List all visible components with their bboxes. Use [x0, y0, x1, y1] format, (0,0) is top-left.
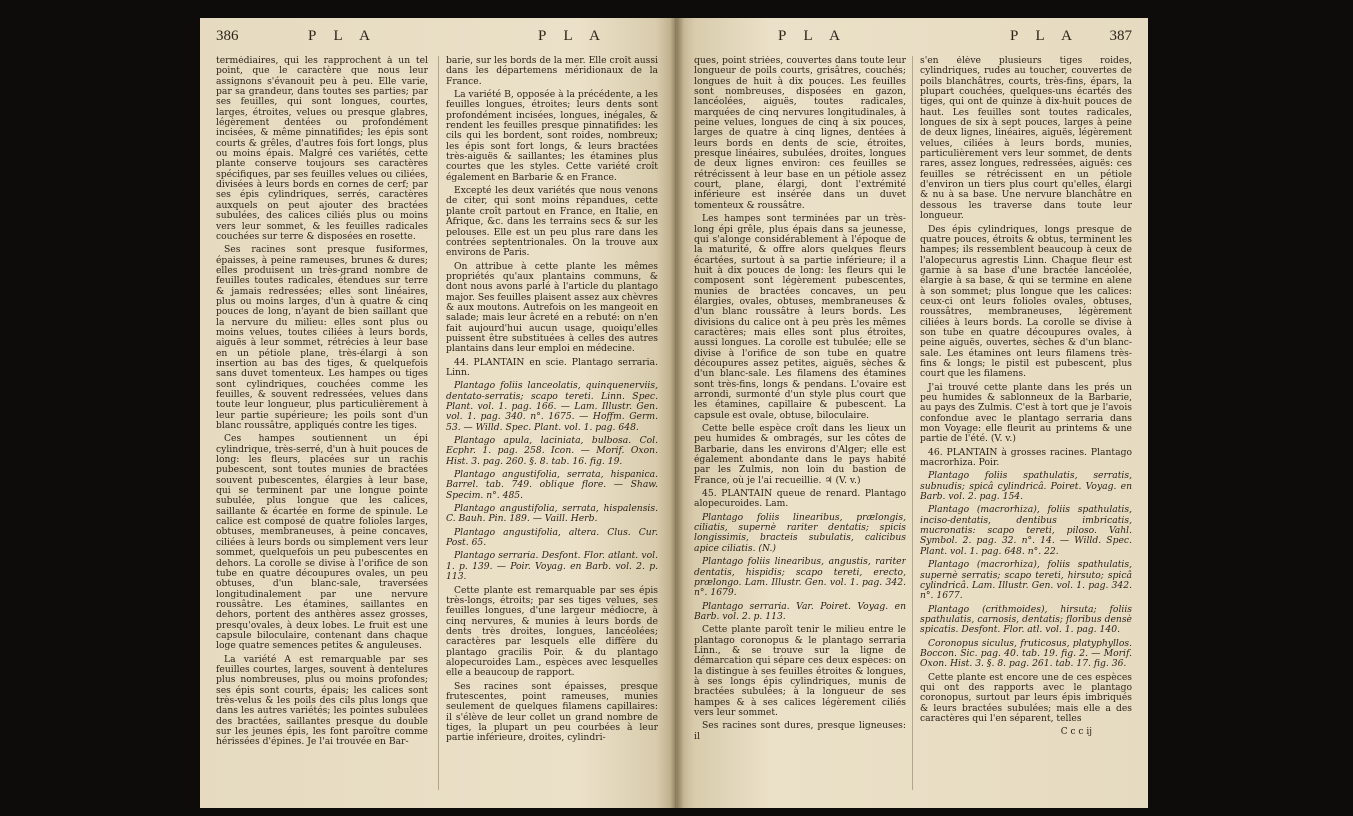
reference: Plantago foliis spathulatis, serratis, subnudis; spicâ cylindricâ. Poiret. Voyag. en Barb. vol. 2. pag. 154. — [920, 470, 1132, 503]
left-column-1 — [216, 56, 428, 794]
reference: Plantago (macrorhiza), foliis spathulatis, inciso-dentatis, dentibus imbricatis, mucronatis: scapo tereti, piloso. Vahl. Symbol. 2. pag. 32. n°. 14. — Willd. Spec. Plant. vol. 1. pag. 648. n°. 22. — [920, 504, 1132, 557]
right-running-head — [692, 28, 1132, 50]
species-heading: 45. PLANTAIN queue de renard. Plantago alopecuroides. Lam. — [694, 488, 906, 510]
species-heading: 46. PLANTAIN à grosses racines. Plantago macrorhiza. Poir. — [920, 446, 1132, 469]
species-heading: 44. PLANTAIN en scie. Plantago serraria. Linn. — [446, 356, 658, 378]
paragraph: ques, point striées, couvertes dans toute leur longueur de poils courts, grisâtres, couchés; longues de huit à dix pouces. Les feuilles sont nombreuses, disposées en gazon, lancéolées, aiguës, toutes radicales, marquées de cinq nervures longitudinales, à peine velues, longues de cinq à six pouces, larges de quatre à cinq lignes, dentées à leurs bords en dents de scie, étroites, presque linéaires, subulées, droites, longues de deux lignes environ: ces feuilles se rétrécissent à leur base en un pétiole assez court, plane, élargi, dont l'extrémité inférieure est insérée dans un duvet tomenteux & roussâtre. — [694, 56, 906, 211]
book-gutter — [670, 18, 684, 808]
reference: Plantago serraria. Desfont. Flor. atlant. vol. 1. p. 139. — Poir. Voyag. en Barb. vol. 2. p. 113. — [446, 550, 658, 583]
reference: Plantago apula, laciniata, bulbosa. Col. Ecphr. 1. pag. 258. Icon. — Morif. Oxon. Hist. 3. pag. 260. §. 8. tab. 16. fig. 19. — [446, 435, 658, 467]
signature-mark: C c c ij — [1060, 727, 1092, 738]
paragraph: Ses racines sont presque fusiformes, épaisses, à peine rameuses, brunes & dures; elles produisent un très-grand nombre de feuilles toutes radicales, étendues sur terre & jamais redressées; elles sont linéaires, plus ou moins larges, d'un à quatre & cinq pouces de long, n'ayant de bien saillant que la nervure du milieu: elles sont plus ou moins velues, toutes ciliées à leurs bords, aiguës à leur sommet, rétrécies à leur base en un pétiole plane, très-élargi à son insertion au bas des tiges, & quelquefois sans duvet tomenteux. Les hampes ou tiges sont cylindriques, couchées comme les feuilles, & souvent redressées, velues dans toute leur longueur, plus particulièrement à leur partie supérieure; les poils sont d'un blanc roussâtre, appliqués contre les tiges. — [216, 244, 428, 432]
paragraph: J'ai trouvé cette plante dans les prés un peu humides & sablonneux de la Barbarie, au pays des Zulmis. C'est à tort que je l'avois confondue avec le plantago serraria dans mon Voyage: elle fleurit au printems & une partie de l'été. (V. v.) — [920, 381, 1132, 445]
paragraph: Cette plante paroît tenir le milieu entre le plantago coronopus & le plantago serraria Linn., & se trouve sur la ligne de démarcation qui sépare ces deux espèces: on la distingue à ses feuilles étroites & longues, à ses longs épis cylindriques, munis de bractées subulées; à la longueur de ses hampes & à ses calices légèrement ciliés vers leur sommet. — [694, 624, 906, 718]
right-column-1 — [694, 56, 906, 794]
right-header-col2: P L A — [1010, 28, 1079, 44]
paragraph: Ses racines sont dures, presque ligneuses: il — [694, 720, 906, 742]
reference: Plantago (macrorhiza), foliis spathulatis, supernè serratis; scapo tereti, hirsuto; spicâ cylindricâ. Lam. Illustr. Gen. vol. 1. pag. 342. n°. 1677. — [920, 559, 1132, 602]
paragraph: Ces hampes soutiennent un épi cylindrique, très-serré, d'un à huit pouces de long: les fleurs, placées sur un rachis pubescent, sont toutes munies de bractées souvent pubescentes, élargies à leur base, qui se terminent par une longue pointe subulée, plus longue que les calices, saillante & écartée en forme de spinule. Le calice est composé de quatre folioles larges, obtuses, membraneuses, à peine concaves, ciliées à leurs bords ou simplement vers leur sommet, quelquefois un peu pubescentes en dehors. La corolle se divise à l'orifice de son tube en quatre découpures ovales, un peu obtuses, d'un blanc-sale, traversées longitudinalement par une nervure roussâtre. Les étamines, saillantes en dehors, portent des anthères assez grosses, presqu'ovales, à deux lobes. Le fruit est une capsule biloculaire, contenant dans chaque loge quatre semences petites & anguleuses. — [216, 433, 428, 652]
column-rule — [438, 56, 439, 790]
left-running-head — [216, 28, 659, 50]
paragraph: Cette belle espèce croît dans les lieux un peu humides & ombragés, sur les côtes de Barbarie, dans les environs d'Alger; elle est également abondante dans le pays habité par les Zulmis, non loin du bastion de France, où je l'ai recueillie. ♃ (V. v.) — [694, 423, 906, 486]
reference: Plantago foliis linearibus, angustis, rariter dentatis, hispidis; scapo tereti, erecto, prælongo. Lam. Illustr. Gen. vol. 1. pag. 342. n°. 1679. — [694, 556, 906, 599]
paragraph: Les hampes sont terminées par un très-long épi grêle, plus épais dans sa jeunesse, qui s'alonge considérablement à l'époque de la maturité, & offre alors quelques fleurs écartées, surtout à sa partie inférieure; il a huit à dix pouces de long: les fleurs qui le composent sont légèrement pubescentes, munies de bractées concaves, un peu élargies, ovales, obtuses, membraneuses & d'un blanc roussâtre à leurs bords. Les divisions du calice ont à peu près les mêmes caractères; mais elles sont plus étroites, aussi longues. La corolle est tubulée; elle se divise à l'orifice de son tube en quatre découpures assez petites, aiguës, sèches & d'un blanc-sale. Les filamens des étamines sont très-fins, longs & pendans. L'ovaire est arrondi, surmonté d'un style plus court que les étamines, capillaire & pubescent. La capsule est ovale, obtuse, biloculaire. — [694, 213, 906, 421]
left-page — [200, 18, 676, 808]
left-column-2 — [446, 56, 658, 794]
reference: Plantago serraria. Var. Poiret. Voyag. en Barb. vol. 2. p. 113. — [694, 600, 906, 622]
paragraph: On attribue à cette plante les mêmes propriétés qu'aux plantains communs, & dont nous avons parlé à l'article du plantago major. Ses feuilles plaisent assez aux chèvres & aux moutons. Autrefois on les mangeoit en salade; mais leur âcreté en a rebuté: on n'en fait aujourd'hui aucun usage, quoiqu'elles puissent être substituées à celles des autres plantains dans leur emploi en médecine. — [446, 260, 658, 355]
paragraph: Excepté les deux variétés que nous venons de citer, qui sont moins répandues, cette plante croît partout en France, en Italie, en Afrique, &c. dans les terrains secs & sur les pelouses. Elle est un peu plus rare dans les contrées septentrionales. On la trouve aux environs de Paris. — [446, 185, 658, 259]
paragraph: termédiaires, qui les rapprochent à un tel point, que le caractère que nous leur assignons s'évanouit peu à peu. Elle varie, par sa grandeur, dans toutes ses parties; par ses feuilles, qui sont longues, courtes, larges, étroites, velues ou presque glabres, légèrement dentées ou profondément incisées, & même pinnatifides; les épis sont courts & grêles, d'autres fois fort longs, plus ou moins épais. Malgré ces variétés, cette plante conserve toujours ses caractères spécifiques, par ses feuilles velues ou ciliées, divisées à leurs bords en cornes de cerf; par ses épis cylindriques, serrés, caractères auxquels on peut ajouter des bractées subulées, des calices ciliés plus ou moins vers leur sommet, & les feuilles radicales couchées sur terre & disposées en rosette. — [216, 56, 428, 242]
paragraph: barie, sur les bords de la mer. Elle croît aussi dans les départemens méridionaux de la France. — [446, 56, 658, 87]
left-header-col2: P L A — [538, 28, 607, 44]
right-page — [676, 18, 1148, 808]
left-header-col1: P L A — [308, 28, 377, 44]
paragraph: Cette plante est encore une de ces espèces qui ont des rapports avec le plantago coronopus, surtout par leurs épis imbriqués & leurs bractées subulées; mais elle a des caractères qui l'en séparent, telles — [920, 671, 1132, 724]
paragraph: La variété B, opposée à la précédente, a les feuilles longues, étroites; leurs dents sont profondément incisées, longues, inégales, & rendent les feuilles presque pinnatifides: les cils qui les bordent, sont roides, nombreux; les épis sont fort longs, & leurs bractées très-aiguës & saillantes; les étamines plus courtes que les styles. Cette variété croît également en Barbarie & en France. — [446, 89, 658, 183]
right-page-number: 387 — [1109, 28, 1132, 44]
paragraph: s'en élève plusieurs tiges roides, cylindriques, rudes au toucher, couvertes de poils blanchâtres, courts, très-fins, épars, la plupart couchées, quelques-uns écartés des tiges, qui ont de quinze à dix-huit pouces de haut. Les feuilles sont toutes radicales, longues de six à sept pouces, larges à peine de deux lignes, linéaires, aiguës, légèrement velues, ciliées à leurs bords, munies, particulièrement vers leur sommet, de dents rares, assez longues, redressées, aiguës: ces feuilles se rétrécissent en un pétiole d'environ un tiers plus court qu'elles, élargi & nu à sa base. Une nervure blanchâtre en dessous les traverse dans toute leur longueur. — [920, 56, 1132, 222]
reference: Plantago angustifolia, altera. Clus. Cur. Post. 65. — [446, 526, 658, 549]
paragraph: La variété A est remarquable par ses feuilles courtes, larges, souvent à dentelures plus nombreuses, plus ou moins profondes; ses épis sont courts, épais; les calices sont très-velus & les poils des cils plus longs que dans les autres variétés; les pointes subulées des bractées, saillantes presque du double sur les jeunes épis, les font paroître comme hérissées d'épines. Je l'ai trouvée en Bar- — [216, 653, 428, 748]
reference: Plantago (crithmoides), hirsuta; foliis spathulatis, carnosis, dentatis; floribus densè spicatis. Desfont. Flor. atl. vol. 1. pag. 140. — [920, 603, 1132, 636]
right-column-2 — [920, 56, 1132, 794]
reference: Plantago angustifolia, serrata, hispalensis. C. Bauh. Pin. 189. — Vaill. Herb. — [446, 503, 658, 525]
reference: Coronopus siculus, fruticosus, platyphyllos. Boccon. Sic. pag. 40. tab. 19. fig. 2. — Morif. Oxon. Hist. 3. §. 8. pag. 261. tab. 17. fig. 36. — [920, 637, 1132, 670]
right-header-col1: P L A — [778, 28, 847, 44]
reference: Plantago foliis linearibus, prælongis, ciliatis, supernè rariter dentatis; spicis longissimis, bracteis subulatis, calicibus apice ciliatis. (N.) — [694, 511, 906, 554]
left-page-number: 386 — [216, 28, 239, 44]
paragraph: Cette plante est remarquable par ses épis très-longs, étroits; par ses tiges velues, ses feuilles longues, d'une largeur médiocre, à cinq nervures, & munies à leurs bords de dents très droites, longues, lancéolées; caractères par lesquels elle diffère du plantago gracilis Poir. & du plantago alopecuroides Lam., espèces avec lesquelles elle a beaucoup de rapport. — [446, 584, 658, 679]
paragraph: Ses racines sont épaisses, presque frutescentes, point rameuses, munies seulement de quelques filamens capillaires: il s'élève de leur collet un grand nombre de tiges, la plupart un peu courbées à leur partie inférieure, droites, cylindri- — [446, 680, 658, 744]
column-rule — [912, 56, 913, 790]
reference: Plantago angustifolia, serrata, hispanica. Barrel. tab. 749. oblique flore. — Shaw. Specim. n°. 485. — [446, 469, 658, 501]
reference: Plantago foliis lanceolatis, quinquenerviis, dentato-serratis; scapo tereti. Linn. Spec. Plant. vol. 1. pag. 166. — Lam. Illustr. Gen. vol. 1. pag. 340. n°. 1675. — Hoffm. Germ. 53. — Willd. Spec. Plant. vol. 1. pag. 648. — [446, 380, 658, 433]
paragraph: Des épis cylindriques, longs presque de quatre pouces, étroits & obtus, terminent les hampes; ils ressemblent beaucoup à ceux de l'alopecurus agrestis Linn. Chaque fleur est garnie à sa base d'une bractée lancéolée, élargie à sa base, & qui se termine en alene à son sommet; plus longue que les calices: ceux-ci ont leurs folioles ovales, obtuses, roussâtres, membraneuses, légèrement ciliées à leurs bords. La corolle se divise à son tube en quatre découpures ovales, à peine aiguës, ouvertes, sèches & d'un blanc-sale. Les étamines ont leurs filamens très-fins & longs; le pistil est pubescent, plus court que les filamens. — [920, 223, 1132, 380]
